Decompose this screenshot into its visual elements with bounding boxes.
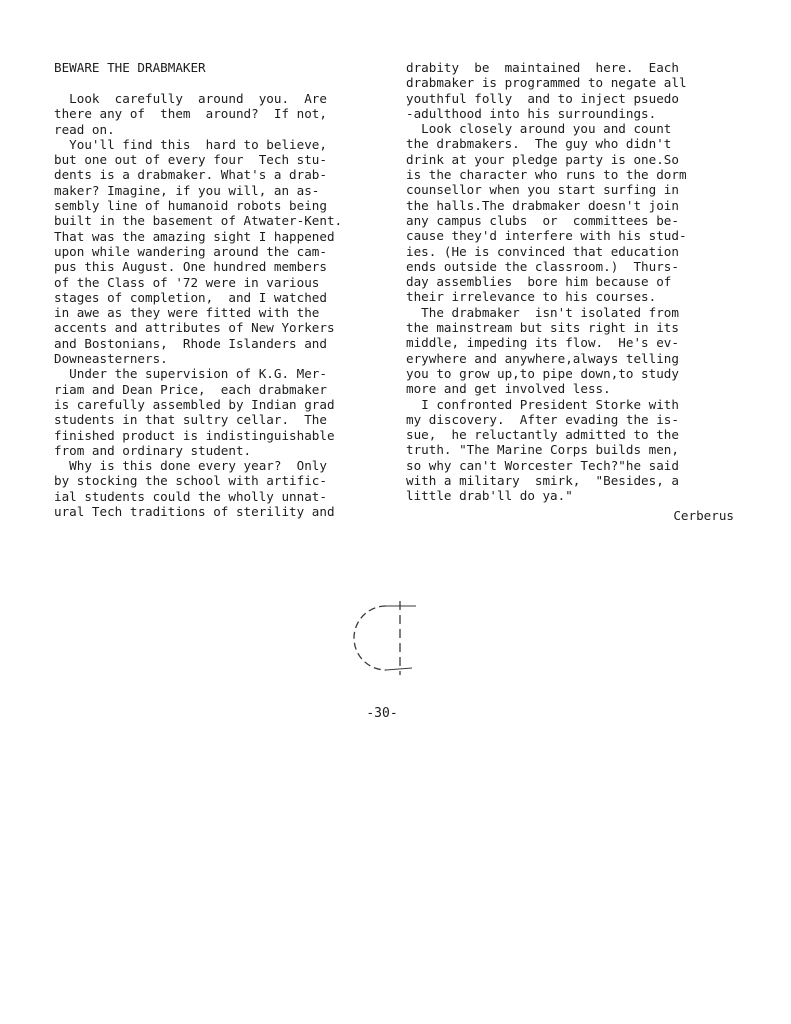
text-line: day assemblies bore him because of bbox=[406, 274, 672, 290]
text-line: drink at your pledge party is one.So bbox=[406, 151, 679, 167]
text-line: I confronted President Storke with bbox=[406, 396, 679, 412]
author-signature: Cerberus bbox=[673, 508, 734, 523]
text-line: Downeasterners. bbox=[54, 351, 168, 367]
text-line: but one out of every four Tech stu- bbox=[54, 152, 327, 168]
text-line: the drabmakers. The guy who didn't bbox=[406, 136, 672, 152]
text-line: in awe as they were fitted with the bbox=[54, 305, 320, 321]
text-line: is the character who runs to the dorm bbox=[406, 167, 687, 183]
text-line: dents is a drabmaker. What's a drab- bbox=[54, 167, 327, 183]
text-line: the mainstream but sits right in its bbox=[406, 320, 679, 336]
text-line: truth. "The Marine Corps builds men, bbox=[406, 442, 679, 458]
text-line: read on. bbox=[54, 121, 115, 137]
right-column-text bbox=[406, 60, 738, 504]
cerberus-mark-icon bbox=[346, 598, 426, 678]
text-line: counsellor when you start surfing in bbox=[406, 182, 679, 198]
text-line: accents and attributes of New Yorkers bbox=[54, 320, 335, 336]
text-line: Under the supervision of K.G. Mer- bbox=[54, 366, 327, 382]
text-line: drabity be maintained here. Each bbox=[406, 60, 679, 75]
text-line: youthful folly and to inject psuedo bbox=[406, 90, 679, 106]
text-line: cause they'd interfere with his stud- bbox=[406, 228, 687, 244]
text-line: of the Class of '72 were in various bbox=[54, 274, 320, 290]
page-number: -30- bbox=[366, 706, 398, 721]
text-line: students in that sultry cellar. The bbox=[54, 412, 327, 428]
text-line: drabmaker is programmed to negate all bbox=[406, 75, 687, 91]
text-line: ial students could the wholly unnat- bbox=[54, 488, 327, 504]
text-line: finished product is indistinguishable bbox=[54, 427, 335, 443]
text-line: is carefully assembled by Indian grad bbox=[54, 396, 335, 412]
text-line: you to grow up,to pipe down,to study bbox=[406, 365, 679, 381]
text-line: maker? Imagine, if you will, an as- bbox=[54, 182, 320, 198]
left-column bbox=[54, 60, 386, 519]
text-line: You'll find this hard to believe, bbox=[54, 136, 327, 152]
text-line: little drab'll do ya." bbox=[406, 488, 573, 504]
text-line: ural Tech traditions of sterility and bbox=[54, 504, 335, 520]
text-line: stages of completion, and I watched bbox=[54, 289, 327, 305]
text-line: Why is this done every year? Only bbox=[54, 458, 327, 474]
text-line: ies. (He is convinced that education bbox=[406, 243, 679, 259]
text-line: their irrelevance to his courses. bbox=[406, 289, 657, 305]
text-line: sue, he reluctantly admitted to the bbox=[406, 427, 679, 443]
text-line: and Bostonians, Rhode Islanders and bbox=[54, 335, 327, 351]
text-line: Look carefully around you. Are bbox=[54, 91, 327, 106]
text-line: middle, impeding its flow. He's ev- bbox=[406, 335, 679, 351]
text-line: the halls.The drabmaker doesn't join bbox=[406, 197, 679, 213]
text-line: built in the basement of Atwater-Kent. bbox=[54, 213, 343, 229]
text-line: by stocking the school with artific- bbox=[54, 473, 327, 489]
text-line: riam and Dean Price, each drabmaker bbox=[54, 381, 327, 397]
text-line: That was the amazing sight I happened bbox=[54, 228, 335, 244]
text-line: from and ordinary student. bbox=[54, 442, 252, 458]
text-line: with a military smirk, "Besides, a bbox=[406, 473, 679, 489]
text-line: my discovery. After evading the is- bbox=[406, 411, 679, 427]
text-line: The drabmaker isn't isolated from bbox=[406, 304, 679, 320]
text-line: -adulthood into his surroundings. bbox=[406, 105, 657, 121]
text-line: upon while wandering around the cam- bbox=[54, 243, 327, 259]
text-line: there any of them around? If not, bbox=[54, 106, 327, 122]
right-column bbox=[406, 60, 738, 504]
text-line: so why can't Worcester Tech?"he said bbox=[406, 457, 679, 473]
text-line: more and get involved less. bbox=[406, 381, 611, 397]
text-line: ends outside the classroom.) Thurs- bbox=[406, 258, 679, 274]
text-line: Look closely around you and count bbox=[406, 121, 672, 137]
text-line: any campus clubs or committees be- bbox=[406, 212, 679, 228]
left-column-text bbox=[54, 91, 386, 519]
text-line: erywhere and anywhere,always telling bbox=[406, 350, 679, 366]
article-title: BEWARE THE DRABMAKER bbox=[54, 60, 206, 75]
text-line: sembly line of humanoid robots being bbox=[54, 198, 327, 214]
text-line: pus this August. One hundred members bbox=[54, 259, 327, 275]
